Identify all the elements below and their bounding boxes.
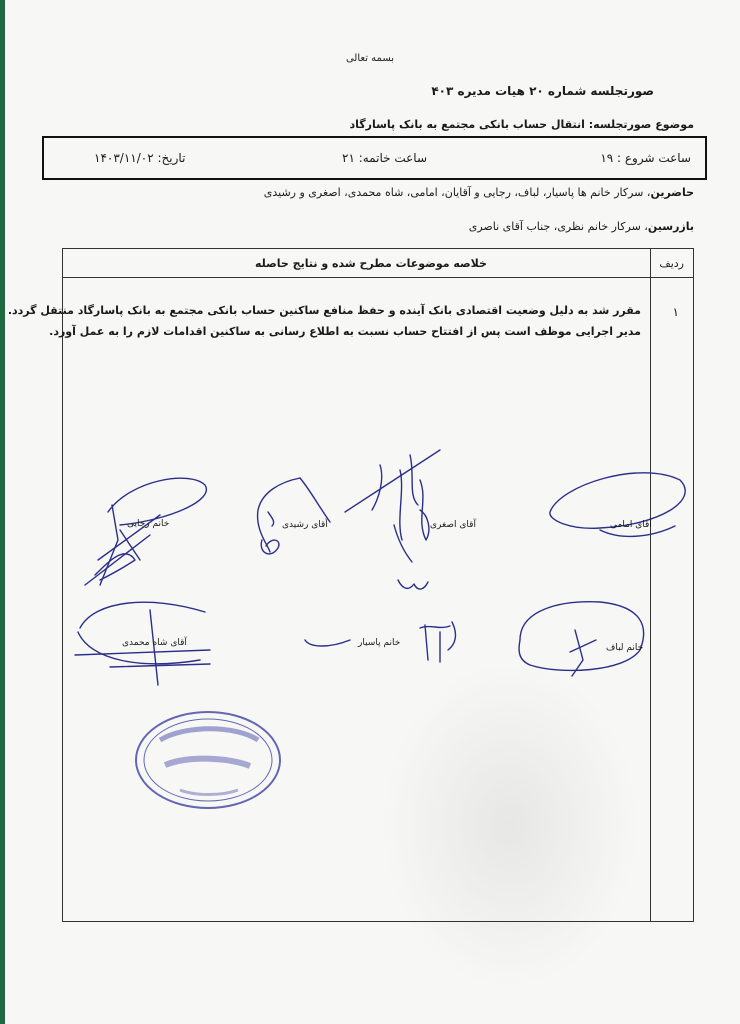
minutes-title: صورتجلسه شماره ۲۰ هیات مدیره ۴۰۳ — [431, 84, 654, 98]
signature-label-shahmohammadi: آقای شاه محمدی — [122, 638, 187, 648]
attendees-text: ، سرکار خانم ها پاسیار، لباف، رجایی و آقایان، امامی، شاه محمدی، اصغری و رشیدی — [263, 186, 651, 199]
resolution-line-2: مدیر اجرایی موظف است پس از افتتاح حساب نسبت به اطلاع رسانی به ساکنین اقدامات لازم را به عمل آورد. — [49, 325, 641, 338]
start-time: ساعت شروع : ۱۹ — [600, 151, 691, 165]
signature-label-rashidi: آقای رشیدی — [282, 520, 328, 530]
table-header-divider — [63, 277, 693, 278]
signature-label-pasyar: خانم پاسیار — [358, 638, 401, 648]
date-value: ۱۴۰۳/۱۱/۰۲ — [94, 151, 154, 165]
signature-label-rajaei: خانم رجایی — [127, 519, 170, 529]
meeting-date — [94, 151, 185, 165]
minutes-subject: موضوع صورتجلسه: انتقال حساب بانکی مجتمع به بانک پاسارگاد — [349, 118, 694, 131]
signature-label-emami: آقای امامی — [610, 520, 652, 530]
inspectors-text: ، سرکار خانم نظری، جناب آقای ناصری — [468, 220, 648, 233]
attendees-label: حاضرین — [650, 186, 694, 199]
meeting-info-box — [42, 136, 707, 180]
end-time: ساعت خاتمه: ۲۱ — [342, 151, 428, 165]
resolutions-table — [7, 248, 694, 922]
table-column-divider — [650, 249, 651, 921]
attendees-line — [264, 186, 694, 199]
column-header-row: ردیف — [659, 257, 684, 270]
inspectors-label: بازرسین — [647, 220, 694, 233]
resolution-line-1: مقرر شد به دلیل وضعیت اقتصادی بانک آینده و حفظ منافع ساکنین حساب بانکی مجتمع به بانک پاسارگاد منتقل گردد. — [7, 304, 641, 317]
bismillah-heading: بسمه تعالی — [345, 53, 395, 64]
row-number: ۱ — [672, 305, 679, 319]
inspectors-line — [469, 220, 694, 233]
column-header-summary: خلاصه موضوعات مطرح شده و نتایج حاصله — [255, 257, 487, 270]
date-label: تاریخ: — [157, 151, 186, 165]
signature-label-labbaf: خانم لباف — [606, 643, 644, 653]
signature-label-asghari: آقای اصغری — [430, 520, 476, 530]
